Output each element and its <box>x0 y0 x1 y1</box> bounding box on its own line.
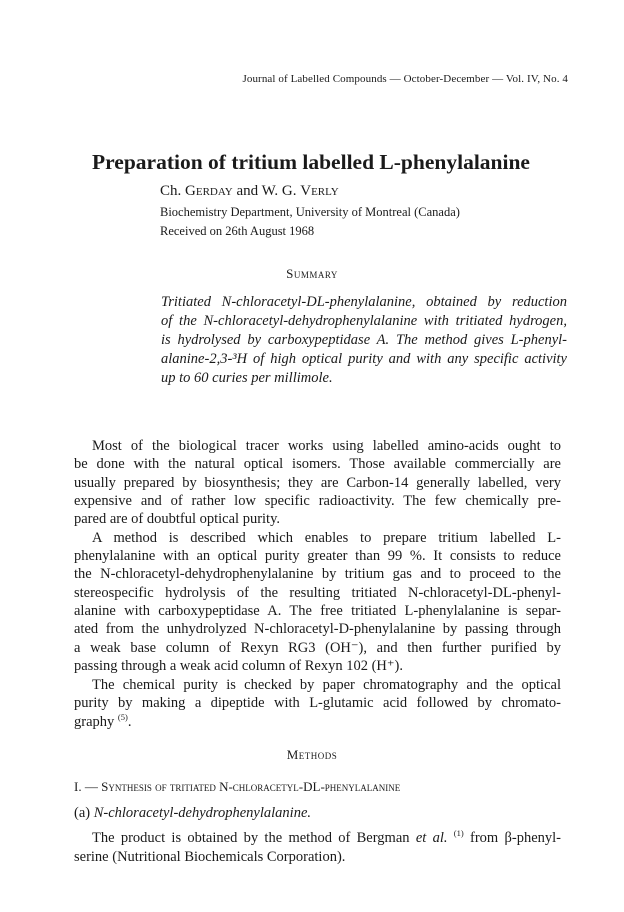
author-2-first: W. G. <box>261 183 301 199</box>
received-date: Received on 26th August 1968 <box>160 224 315 238</box>
summary-line: Tritiated N-chloracetyl-DL-phenylalanine, obtained by reduction <box>161 294 567 310</box>
body-line: the N-chloracetyl-dehydrophenylalanine by tritium gas and to proceed to the <box>74 566 561 582</box>
body-line: pared are of doubtful optical purity. <box>74 511 281 527</box>
body-line: A method is described which enables to prepare tritium labelled L- <box>92 530 561 546</box>
body-line-with-ref <box>92 829 561 847</box>
paper-title: Preparation of tritium labelled L-phenylalanine <box>92 150 530 174</box>
body-line: ated from the unhydrolyzed N-chloracetyl-D-phenylalanine by passing through <box>74 621 561 637</box>
body-line: a weak base column of Rexyn RG3 (OH⁻), and then further purified by <box>74 640 561 656</box>
body-line: The chemical purity is checked by paper chromatography and the optical <box>92 677 561 693</box>
subsection-title: N-chloracetyl-dehydrophenylalanine. <box>93 805 312 821</box>
section-title: Synthesis of tritiated N-chloracetyl-DL-phenylalanine <box>101 779 401 794</box>
body-line: Most of the biological tracer works using labelled amino-acids ought to <box>92 438 561 454</box>
author-1-first: Ch. <box>160 183 186 199</box>
section-heading <box>74 779 400 795</box>
body-text: from β-phenyl- <box>463 830 562 846</box>
subsection-label: (a) <box>74 805 94 821</box>
body-text: graphy <box>74 714 118 730</box>
body-text: The product is obtained by the method of Bergman <box>92 830 416 846</box>
body-line: usually prepared by biosynthesis; they are Carbon-14 generally labelled, very <box>74 475 561 491</box>
body-line: be done with the natural optical isomers. Those available commercially are <box>74 456 561 472</box>
reference-marker: (5) <box>117 712 128 722</box>
body-line: phenylalanine with an optical purity greater than 99 %. It consists to reduce <box>74 548 561 564</box>
body-line: serine (Nutritional Biochemicals Corporation). <box>74 849 346 865</box>
subsection-heading <box>74 805 311 822</box>
summary-heading: Summary <box>286 266 338 281</box>
section-number: I. — <box>74 779 102 794</box>
authors <box>160 183 339 200</box>
body-text: . <box>127 714 132 730</box>
journal-header: Journal of Labelled Compounds — October-December — Vol. IV, No. 4 <box>242 73 568 85</box>
affiliation: Biochemistry Department, University of Montreal (Canada) <box>160 205 460 219</box>
body-line: alanine with carboxypeptidase A. The free tritiated L-phenylalanine is separ- <box>74 603 561 619</box>
summary-line: is hydrolysed by carboxypeptidase A. The method gives L-phenyl- <box>161 332 567 348</box>
summary-line: of the N-chloracetyl-dehydrophenylalanine with tritiated hydrogen, <box>161 313 567 329</box>
body-line: purity by making a dipeptide with L-glutamic acid followed by chromato- <box>74 695 561 711</box>
summary-line: alanine-2,3-³H of high optical purity and with any specific activity <box>161 351 567 367</box>
body-line: stereospecific hydrolysis of the resulting tritiated N-chloracetyl-DL-phenyl- <box>74 585 561 601</box>
summary-line: up to 60 curies per millimole. <box>161 370 333 386</box>
body-line-with-ref <box>74 713 561 731</box>
body-text-italic: et al. <box>415 830 448 846</box>
body-line: passing through a weak acid column of Rexyn 102 (H⁺). <box>74 658 403 674</box>
author-1-last: Gerday <box>185 183 233 199</box>
author-and: and <box>232 183 262 199</box>
reference-marker: (1) <box>453 828 464 838</box>
body-line: expensive and of rather low specific radioactivity. The few chemically pre- <box>74 493 561 509</box>
author-2-last: Verly <box>300 183 339 199</box>
methods-heading: Methods <box>286 747 338 762</box>
